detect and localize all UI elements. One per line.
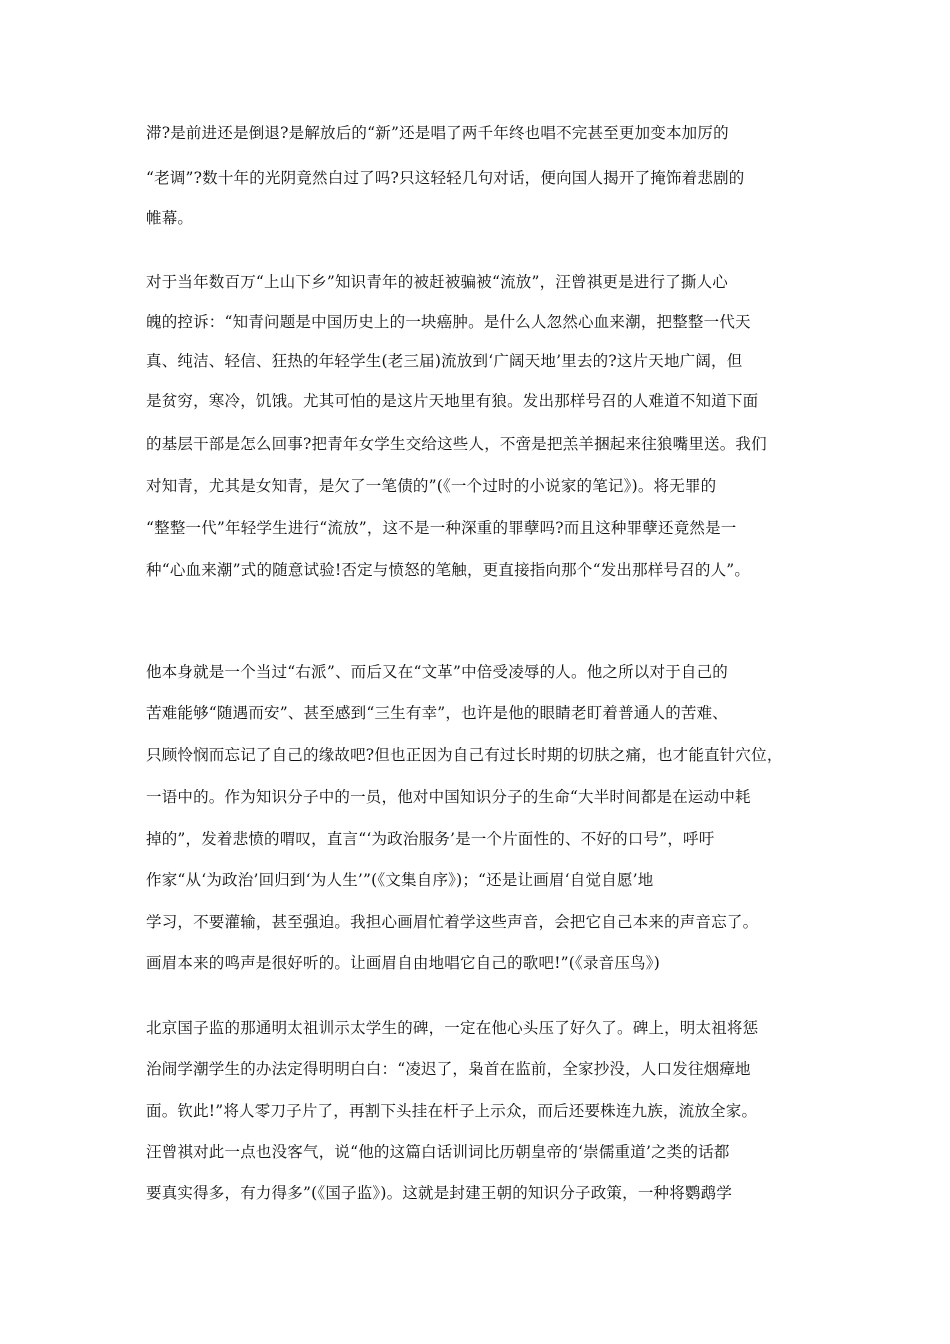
paragraph-line: 对于当年数百万“上山下乡”知识青年的被赶被骗被“流放”，汪曾祺更是进行了撕人心 — [146, 273, 728, 291]
paragraph-line: 学习，不要灌输，甚至强迫。我担心画眉忙着学这些声音，会把它自己本来的声音忘了。 — [146, 913, 759, 931]
paragraph-line: “老调”?数十年的光阴竟然白过了吗?只这轻轻几句对话，便向国人揭开了掩饰着悲剧的 — [146, 169, 745, 187]
paragraph-line: 他本身就是一个当过“右派”、而后又在“文革”中倍受凌辱的人。他之所以对于自己的 — [146, 663, 728, 681]
paragraph-line: 要真实得多，有力得多”(《国子监》)。这就是封建王朝的知识分子政策，一种将鹦鹉学 — [146, 1184, 733, 1202]
paragraph-line: “整整一代”年轻学生进行“流放”，这不是一种深重的罪孽吗?而且这种罪孽还竟然是一 — [146, 519, 737, 537]
paragraph-line: 是贫穷，寒冷，饥饿。尤其可怕的是这片天地里有狼。发出那样号召的人难道不知道下面 — [146, 392, 759, 410]
paragraph-line: 滞?是前进还是倒退?是解放后的“新”还是唱了两千年终也唱不完甚至更加变本加厉的 — [146, 124, 729, 142]
paragraph-line: 一语中的。作为知识分子中的一员，他对中国知识分子的生命“大半时间都是在运动中耗 — [146, 788, 751, 806]
paragraph-line: 真、纯洁、轻信、狂热的年轻学生(老三届)流放到‘广阔天地’里去的?这片天地广阔，但 — [146, 352, 743, 370]
paragraph-line: 魄的控诉：“知青问题是中国历史上的一块癌肿。是什么人忽然心血来潮，把整整一代天 — [146, 313, 751, 331]
paragraph-line: 只顾怜悯而忘记了自己的缘故吧?但也正因为自己有过长时期的切肤之痛，也才能直针穴位， — [146, 746, 783, 764]
paragraph-line: 面。钦此!”将人零刀子片了，再割下头挂在杆子上示众，而后还要株连九族，流放全家。 — [146, 1102, 758, 1120]
paragraph-line: 帷幕。 — [146, 209, 194, 227]
paragraph-line: 种“心血来潮”式的随意试验!否定与愤怒的笔触，更直接指向那个“发出那样号召的人”。 — [146, 561, 751, 579]
paragraph-line: 苦难能够“随遇而安”、甚至感到“三生有幸”，也许是他的眼睛老盯着普通人的苦难、 — [146, 704, 728, 722]
paragraph-line: 掉的”，发着悲愤的喟叹，直言“‘为政治服务’是一个片面性的、不好的口号”，呼吁 — [146, 830, 715, 848]
paragraph-line: 画眉本来的鸣声是很好听的。让画眉自由地唱它自己的歌吧!”(《录音压鸟》) — [146, 954, 660, 972]
paragraph-line: 作家“从‘为政治’回归到‘为人生’”(《文集自序》)；“还是让画眉‘自觉自愿’地 — [146, 871, 654, 889]
paragraph-line: 治闹学潮学生的办法定得明明白白：“凌迟了，枭首在监前，全家抄没，人口发往烟瘴地 — [146, 1060, 751, 1078]
paragraph-line: 的基层干部是怎么回事?把青年女学生交给这些人，不啻是把羔羊捆起来往狼嘴里送。我们 — [146, 435, 767, 453]
paragraph-line: 汪曾祺对此一点也没客气，说“他的这篇白话训词比历朝皇帝的‘崇儒重道’之类的话都 — [146, 1143, 730, 1161]
paragraph-line: 对知青，尤其是女知青，是欠了一笔债的”(《一个过时的小说家的笔记》)。将无罪的 — [146, 477, 717, 495]
paragraph-line: 北京国子监的那通明太祖训示太学生的碑，一定在他心头压了好久了。碑上，明太祖将惩 — [146, 1019, 759, 1037]
